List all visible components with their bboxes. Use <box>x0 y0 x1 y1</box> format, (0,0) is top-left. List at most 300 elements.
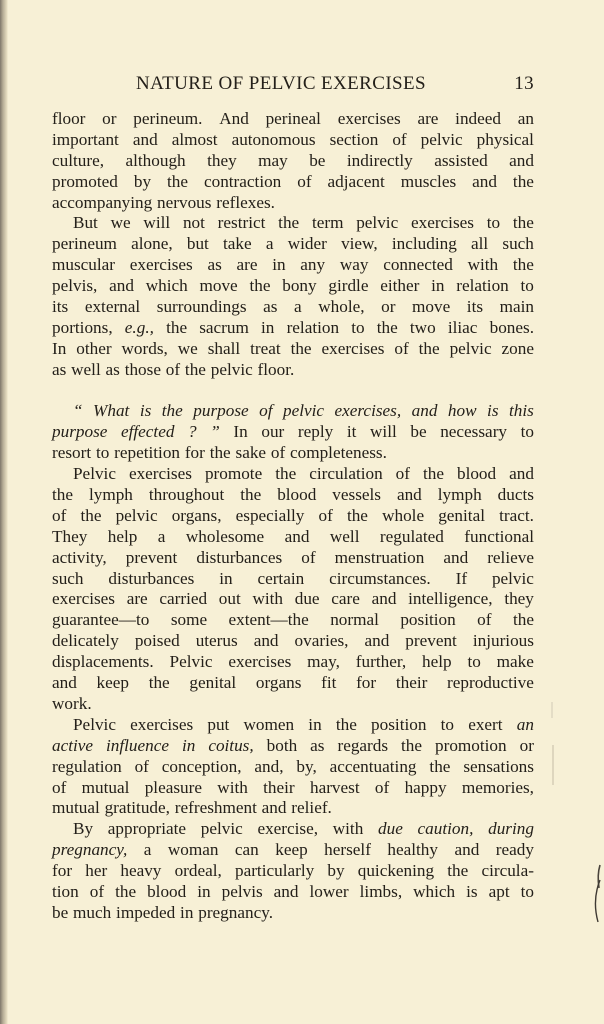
word: heavy <box>120 861 162 881</box>
word: harvest <box>309 777 360 797</box>
word: They <box>52 526 88 546</box>
word: the <box>422 464 444 484</box>
word: a <box>294 297 302 317</box>
text-line <box>52 255 534 276</box>
word: an <box>517 109 534 128</box>
text-line <box>52 360 534 381</box>
text-line <box>52 903 534 924</box>
word: out <box>218 589 241 609</box>
word: by <box>133 171 152 191</box>
word: or <box>102 109 117 128</box>
word: blood <box>147 881 187 901</box>
word: to <box>95 443 110 463</box>
word: wider <box>287 234 327 254</box>
word: menstruation <box>334 547 425 567</box>
word: disturbances <box>108 568 195 588</box>
word: the <box>249 276 271 296</box>
word: well <box>71 359 101 379</box>
word: the <box>166 317 188 337</box>
word: functional <box>464 526 534 546</box>
word: “ <box>73 401 83 421</box>
word: organs, <box>171 505 222 525</box>
text-line <box>52 861 534 882</box>
text-line <box>52 652 534 673</box>
word: necessary <box>440 422 508 442</box>
word: pelvic <box>420 129 463 149</box>
word: as <box>207 255 222 275</box>
word: pelvic <box>210 359 253 379</box>
word: an <box>516 714 534 734</box>
word: blood <box>456 464 497 484</box>
text-line <box>52 840 534 861</box>
word: much <box>73 902 112 922</box>
word: to <box>440 714 454 734</box>
word: the <box>80 505 102 525</box>
word: assisted <box>434 150 488 170</box>
word: normal <box>330 610 379 630</box>
word: a <box>143 840 152 860</box>
word: section <box>329 129 379 149</box>
page-number: 13 <box>514 73 534 94</box>
word: appropriate <box>107 819 187 839</box>
word: muscular <box>52 255 116 275</box>
text-line <box>52 193 534 214</box>
word: bones. <box>489 317 534 337</box>
word: and <box>132 129 158 149</box>
word: sake <box>235 443 267 463</box>
word: reflexes. <box>216 192 275 212</box>
word: wholesome <box>185 526 265 546</box>
word: is <box>466 881 478 901</box>
word: of <box>259 401 273 421</box>
word: for <box>184 443 205 463</box>
word: move <box>199 276 238 296</box>
word: of <box>297 171 312 191</box>
word: of <box>374 777 390 797</box>
word: delicately <box>52 631 119 651</box>
word: woman <box>167 840 219 860</box>
word: and <box>396 485 422 505</box>
text-line <box>52 798 534 819</box>
word: portions, <box>52 317 113 337</box>
word: during <box>488 819 534 839</box>
word: and <box>371 589 397 609</box>
word: promote <box>204 464 263 484</box>
word: exercises <box>128 464 192 484</box>
word: and <box>284 526 310 546</box>
word: organs <box>255 673 302 693</box>
word: to <box>520 276 534 296</box>
word: and <box>273 881 299 901</box>
word: further, <box>355 652 407 672</box>
word: the <box>401 735 423 755</box>
word: accompanying <box>52 192 153 212</box>
word: as <box>52 359 67 379</box>
word: for <box>52 861 73 881</box>
word: culture, <box>52 150 105 170</box>
word: to <box>520 422 534 442</box>
page-header <box>52 73 534 97</box>
word: injurious <box>472 631 534 651</box>
word: including <box>391 234 457 254</box>
word: will <box>370 422 397 442</box>
word: conception, <box>161 756 242 776</box>
word: exercises <box>129 255 193 275</box>
word: by, <box>296 756 317 776</box>
word: the <box>240 485 262 505</box>
word: promotion <box>435 735 507 755</box>
word: lymph <box>437 485 482 505</box>
word: as <box>310 735 325 755</box>
word: mutual <box>81 777 130 797</box>
word: pelvic <box>200 819 243 839</box>
word: words, <box>121 338 168 358</box>
text-line <box>52 464 534 485</box>
word: ? <box>188 422 197 442</box>
word: be <box>410 422 427 442</box>
word: adjacent <box>327 171 385 191</box>
word: we <box>177 338 198 358</box>
word: regards <box>337 735 389 755</box>
word: tract. <box>499 505 534 525</box>
word: whole <box>382 505 425 525</box>
word: indirectly <box>346 150 413 170</box>
word: the <box>209 443 231 463</box>
word: with <box>252 589 284 609</box>
word: keep <box>275 840 308 860</box>
word: such <box>502 234 534 254</box>
word: due <box>378 819 403 839</box>
word: is <box>487 401 499 421</box>
word: quickening <box>357 861 435 881</box>
word: of <box>89 881 105 901</box>
word: term <box>311 213 344 233</box>
word: the <box>275 464 297 484</box>
word: floor <box>52 109 86 128</box>
word: connected <box>383 255 453 275</box>
word: lymph <box>88 485 133 505</box>
word: the <box>184 359 206 379</box>
word: especially <box>235 505 305 525</box>
word: ducts <box>497 485 534 505</box>
word: accentuating <box>329 756 417 776</box>
word: the <box>278 213 300 233</box>
word: position <box>371 714 427 734</box>
word: regulated <box>379 526 444 546</box>
word: and <box>411 401 438 421</box>
word: pelvic <box>282 401 325 421</box>
word: shall <box>207 338 241 358</box>
word: resort <box>52 443 92 463</box>
word: of <box>165 359 181 379</box>
word: and, <box>254 756 284 776</box>
word: completeness. <box>290 443 387 463</box>
word: and <box>261 798 287 818</box>
word: apt <box>488 881 510 901</box>
word: vessels <box>332 485 381 505</box>
word: happy <box>404 777 447 797</box>
word: not <box>182 213 205 233</box>
word: healthy <box>387 840 438 860</box>
word: the <box>115 881 137 901</box>
word: ” <box>210 422 220 442</box>
word: is <box>139 401 152 421</box>
word: due <box>294 589 320 609</box>
word: in <box>431 276 445 296</box>
word: with <box>467 255 499 275</box>
word: the <box>512 255 534 275</box>
word: her <box>85 861 108 881</box>
word: tion <box>52 881 79 901</box>
text-line <box>52 339 534 360</box>
word: In <box>233 422 248 442</box>
word: reproductive <box>447 673 534 693</box>
word: of <box>318 505 333 525</box>
word: of <box>395 464 410 484</box>
word: pelvis <box>221 881 263 901</box>
text-line <box>52 778 534 799</box>
word: gratitude, <box>104 798 170 818</box>
word: any <box>300 255 326 275</box>
word: some <box>170 610 208 630</box>
text-line <box>52 819 534 840</box>
word: those <box>124 359 161 379</box>
word: with <box>332 819 364 839</box>
word: by <box>327 861 345 881</box>
word: ordeal, <box>174 861 222 881</box>
word: keep <box>96 673 129 693</box>
word: work. <box>52 693 92 713</box>
word: main <box>499 297 534 317</box>
word: Pelvic <box>73 714 116 734</box>
word: iliac <box>447 317 478 337</box>
word: pleasure <box>144 777 202 797</box>
word: memories, <box>461 777 534 797</box>
text-line <box>52 631 534 652</box>
word: view, <box>341 234 378 254</box>
word: promoted <box>52 171 118 191</box>
word: and <box>443 547 469 567</box>
text-line <box>52 109 534 130</box>
text-line <box>52 694 534 715</box>
word: put <box>207 714 230 734</box>
word: exercises <box>321 338 385 358</box>
word: whole, <box>318 297 365 317</box>
word: refreshment <box>174 798 257 818</box>
word: restrict <box>217 213 266 233</box>
word: both <box>266 735 298 755</box>
word: relation <box>456 276 509 296</box>
word: activity, <box>52 547 107 567</box>
word: circula- <box>481 861 534 881</box>
word: and <box>253 631 279 651</box>
word: exercises <box>228 652 292 672</box>
text-line <box>52 589 534 610</box>
word: relief. <box>291 798 332 818</box>
word: for <box>356 673 377 693</box>
word: perineal <box>265 109 321 128</box>
word: and <box>509 464 534 484</box>
word: the <box>512 171 534 191</box>
word: may <box>258 150 288 170</box>
word: of <box>270 443 286 463</box>
word: a <box>157 526 166 546</box>
word: which <box>413 881 456 901</box>
word: indeed <box>455 109 501 128</box>
word: relieve <box>487 547 534 567</box>
text-line <box>52 548 534 569</box>
word: physical <box>476 129 534 149</box>
running-head: NATURE OF PELVIC EXERCISES <box>136 73 426 94</box>
text-line <box>52 318 534 339</box>
word: well <box>329 526 360 546</box>
word: the <box>290 338 312 358</box>
word: this <box>509 401 534 421</box>
word: the <box>335 714 357 734</box>
word: If <box>455 568 468 588</box>
word: either <box>380 276 420 296</box>
word: are <box>417 109 439 128</box>
text-line <box>52 422 534 443</box>
word: muscles <box>400 171 457 191</box>
word: genital <box>189 673 237 693</box>
word: how <box>447 401 477 421</box>
word: in <box>272 255 286 275</box>
word: to <box>351 317 365 337</box>
word: particularly <box>234 861 315 881</box>
text-line <box>52 213 534 234</box>
word: its <box>52 297 69 317</box>
word: such <box>52 568 84 588</box>
word: the <box>512 213 534 233</box>
word: with <box>217 777 248 797</box>
word: help <box>422 652 452 672</box>
word: the <box>512 610 534 630</box>
word: exercises <box>410 213 474 233</box>
word: can <box>234 840 259 860</box>
word: exercise, <box>257 819 319 839</box>
word: they <box>504 589 534 609</box>
word: to <box>520 881 534 901</box>
word: be <box>309 150 326 170</box>
word: poised <box>134 631 180 651</box>
word: way <box>339 255 369 275</box>
word: of <box>134 756 149 776</box>
word: exercises <box>130 714 194 734</box>
word: herself <box>324 840 371 860</box>
word: Pelvic <box>73 464 116 484</box>
word: the <box>161 401 183 421</box>
text-line <box>52 485 534 506</box>
word: two <box>409 317 436 337</box>
word: certain <box>257 568 305 588</box>
text-line <box>52 234 534 255</box>
word: may, <box>307 652 340 672</box>
text-line <box>52 506 534 527</box>
word: girdle <box>328 276 369 296</box>
word: the <box>376 317 398 337</box>
word: important <box>52 129 119 149</box>
word: the <box>346 505 368 525</box>
body-text <box>52 109 534 924</box>
text-line <box>52 401 534 422</box>
word: purpose <box>52 422 108 442</box>
word: of <box>52 505 67 525</box>
word: which <box>145 276 188 296</box>
word: blood <box>277 485 317 505</box>
word: and <box>509 150 534 170</box>
word: and <box>454 840 480 860</box>
word: pelvic <box>115 505 158 525</box>
word: circulation <box>309 464 383 484</box>
word: prevent <box>125 547 178 567</box>
word: or <box>519 735 534 755</box>
word: nervous <box>157 192 212 212</box>
word: floor. <box>257 359 295 379</box>
text-line <box>52 610 534 631</box>
word: the <box>429 756 451 776</box>
word: autonomous <box>231 129 316 149</box>
word: alone, <box>131 234 173 254</box>
paragraph-gap <box>52 381 534 402</box>
word: they <box>207 150 237 170</box>
word: pelvis, <box>52 276 98 296</box>
word: almost <box>171 129 218 149</box>
word: are <box>236 255 258 275</box>
word: a <box>265 234 274 254</box>
word: intelligence, <box>408 589 493 609</box>
word: exercises <box>52 589 115 609</box>
word: other <box>76 338 112 358</box>
word: the <box>167 171 188 191</box>
word: exercises, <box>334 401 402 421</box>
word: pregnancy, <box>52 840 128 860</box>
word: uterus <box>195 631 238 651</box>
word: ovaries, <box>294 631 349 651</box>
word: genital <box>438 505 485 525</box>
word: displacements. <box>52 652 154 672</box>
word: take <box>223 234 252 254</box>
page-binding-edge <box>0 0 8 1024</box>
word: its <box>466 297 484 317</box>
word: of <box>52 777 67 797</box>
word: women <box>243 714 295 734</box>
word: but <box>186 234 209 254</box>
text-line <box>52 736 534 757</box>
word: the <box>52 485 73 505</box>
text-line <box>52 151 534 172</box>
word: mutual <box>52 798 100 818</box>
word: it <box>346 422 357 442</box>
word: pelvic <box>449 338 492 358</box>
word: What <box>93 401 130 421</box>
word: and <box>52 673 77 693</box>
text-line <box>52 276 534 297</box>
margin-pencil-marks <box>550 700 604 930</box>
word: exert <box>468 714 503 734</box>
text-line <box>52 757 534 778</box>
word: throughout <box>148 485 225 505</box>
word: help <box>107 526 138 546</box>
word: although <box>125 150 186 170</box>
word: pelvic <box>491 568 534 588</box>
word: Pelvic <box>169 652 213 672</box>
text-line <box>52 715 534 736</box>
word: bony <box>282 276 317 296</box>
word: guarantee—to <box>52 610 150 630</box>
word: position <box>400 610 456 630</box>
word: of <box>477 610 492 630</box>
